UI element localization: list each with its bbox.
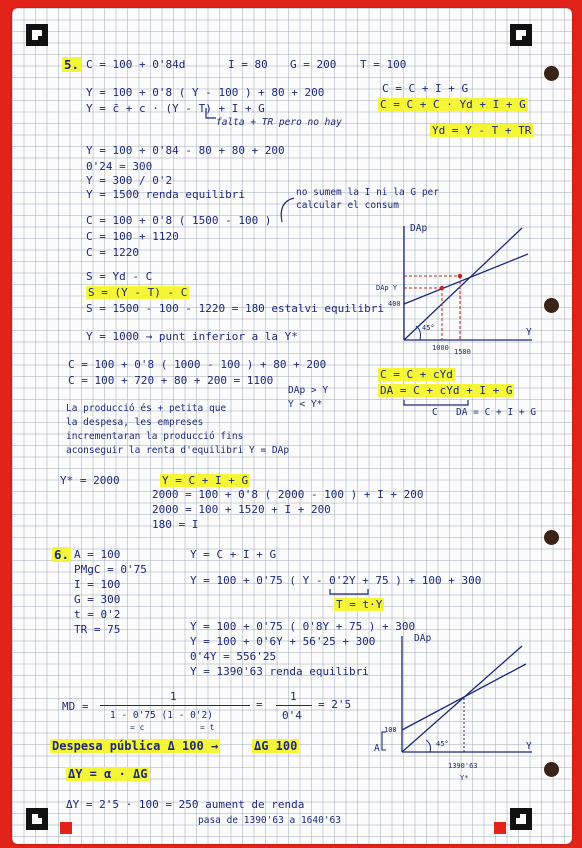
ex5-given-i: I = 80 — [228, 58, 268, 71]
ex6-eq-1: Y = C + I + G — [190, 548, 277, 561]
ex6-eq-4: Y = 100 + 0'6Y + 56'25 + 300 — [190, 635, 376, 648]
ex6-i: I = 100 — [74, 578, 121, 591]
ex6-md-result: = 2'5 — [318, 698, 352, 711]
ex6-graph-angle: 45° — [436, 740, 449, 748]
binder-hole-3 — [544, 530, 559, 545]
ex5-line-7: C = 100 + 0'8 ( 1500 - 100 ) — [86, 214, 272, 227]
ex6-keynesian-cross-graph — [380, 632, 536, 760]
red-square-right — [494, 822, 506, 834]
ex5-c1000-b: C = 100 + 720 + 80 + 200 = 1100 — [68, 374, 274, 387]
ex6-eq-6: Y = 1390'63 renda equilibri — [190, 665, 369, 678]
ex5-graph-angle: 45° — [422, 324, 435, 332]
binder-hole-4 — [544, 762, 559, 777]
ex5-line-5: Y = 300 / 0'2 — [86, 174, 173, 187]
ex5-i-3: 180 = I — [152, 518, 199, 531]
ex6-t-ty: T = t·Y — [336, 598, 383, 611]
ex5-right-c2: C = C + C · Yd + I + G — [380, 98, 526, 111]
ex5-number: 5. — [64, 57, 80, 72]
ex6-md-den: 1 - 0'75 (1 - 0'2) — [110, 710, 213, 721]
ex6-a: A = 100 — [74, 548, 121, 561]
ex6-graph-label-100: 100 — [384, 726, 397, 734]
ex6-pmgc: PMgC = 0'75 — [74, 563, 147, 576]
ex6-eq-3: Y = 100 + 0'75 ( 0'8Y + 75 ) + 300 — [190, 620, 416, 633]
ex5-keynesian-cross-graph — [376, 222, 536, 352]
ex5-box-da: DA = C + I + G — [456, 407, 537, 418]
ex5-consum-arrow — [272, 196, 300, 226]
ex5-right-c: C = C + I + G — [382, 82, 469, 95]
ex5-i-1: 2000 = 100 + 0'8 ( 2000 - 100 ) + I + 200 — [152, 488, 424, 501]
ex5-box-2: DA = C + cYd + I + G — [380, 384, 513, 397]
ex5-note-arrow — [202, 108, 218, 124]
ex5-yd: Yd = Y - T + TR — [432, 124, 532, 137]
ex6-dap-line — [402, 664, 526, 730]
ex5-line-9: C = 1220 — [86, 246, 139, 259]
ex6-dy-2: ΔY = 2'5 · 100 = 250 aument de renda — [66, 798, 305, 811]
ex6-number: 6. — [54, 547, 70, 562]
ex5-line-2: Y = c̄ + c · (Y - T) + I + G — [86, 102, 265, 115]
ex5-graph-label-dap: DAp Y — [376, 284, 398, 292]
ex5-s-2: S = (Y - T) - C — [88, 286, 188, 299]
ex5-given-c: C = 100 + 0'84d — [86, 58, 186, 71]
ex5-dap-2: Y < Y* — [288, 399, 323, 410]
ex5-graph-x2: 1500 — [454, 348, 471, 356]
ex5-box-under: C — [432, 407, 438, 418]
corner-marker-top-left — [26, 24, 48, 46]
ex6-graph-x: 1390'63 — [448, 762, 478, 770]
corner-marker-bottom-right — [510, 808, 532, 830]
ex6-md-fraction-bar-2 — [276, 705, 312, 706]
ex6-graph-axis-y: DAp — [414, 633, 432, 644]
ex6-pasa: pasa de 1390'63 a 1640'63 — [198, 815, 341, 826]
ex5-box-1: C = C + cYd — [380, 368, 453, 381]
ex6-md-den2: 0'4 — [282, 709, 302, 722]
ex6-graph-ystar: Y* — [460, 774, 469, 782]
ex5-para-2: la despesa, les empreses — [66, 417, 204, 428]
ex6-g: G = 300 — [74, 593, 121, 606]
ex6-t-brace — [328, 587, 372, 597]
ex6-eq-2: Y = 100 + 0'75 ( Y - 0'2Y + 75 ) + 100 + 300 — [190, 574, 482, 587]
ex5-dap-1: DAp > Y — [288, 385, 329, 396]
ex5-i-2: 2000 = 100 + 1520 + I + 200 — [152, 503, 331, 516]
ex5-para-3: incrementaran la producció fins — [66, 431, 244, 442]
ex6-md-c: = c — [130, 723, 145, 732]
ex6-md-num: 1 — [170, 690, 177, 703]
ex5-note-missing: falta + TR pero no hay — [216, 117, 342, 128]
ex5-given-t: T = 100 — [360, 58, 407, 71]
ex6-md-num2: 1 — [290, 690, 297, 703]
ex5-graph-axis-x: Y — [526, 327, 532, 338]
ex5-para-1: La producció és + petita que — [66, 403, 227, 414]
binder-hole-1 — [544, 66, 559, 81]
ex5-graph-axis-y: DAp — [410, 223, 428, 234]
red-square-left — [60, 822, 72, 834]
ex5-line-4: 0'24 = 300 — [86, 160, 153, 173]
ex6-md-label: MD = — [62, 700, 89, 713]
ex5-given-g: G = 200 — [290, 58, 337, 71]
ex5-dap-line — [404, 254, 528, 304]
ex5-y1000: Y = 1000 → punt inferior a la Y* — [86, 330, 298, 343]
ex6-eq-5: 0'4Y = 556'25 — [190, 650, 277, 663]
ex5-line-6: Y = 1500 renda equilibri — [86, 188, 245, 201]
ex5-graph-label-400: 400 — [388, 300, 401, 308]
ex6-t: t = 0'2 — [74, 608, 121, 621]
ex5-s-3: S = 1500 - 100 - 1220 = 180 estalvi equilibri — [86, 302, 385, 315]
ex6-md-t: = t — [200, 723, 215, 732]
ex6-45-degree-line — [402, 646, 522, 752]
ex6-dy: ΔY = α · ΔG — [68, 767, 148, 781]
ex6-md-fraction-bar — [100, 705, 250, 706]
ex5-line-1: Y = 100 + 0'8 ( Y - 100 ) + 80 + 200 — [86, 86, 325, 99]
ex5-ystar-eq: Y = C + I + G — [162, 474, 249, 487]
ex5-para-4: aconseguir la renta d'equilibri Y = DAp — [66, 445, 290, 456]
ex5-line-3: Y = 100 + 0'84 - 80 + 80 + 200 — [86, 144, 285, 157]
ex6-tr: TR = 75 — [74, 623, 121, 636]
binder-hole-2 — [544, 298, 559, 313]
ex6-md-eq: = — [256, 698, 263, 711]
ex6-dg: ΔG 100 — [254, 739, 298, 753]
ex5-line-8: C = 100 + 1120 — [86, 230, 179, 243]
ex5-note-consum: no sumem la I ni la G per calcular el consum — [296, 187, 439, 211]
ex5-ystar: Y* = 2000 — [60, 474, 120, 487]
corner-marker-top-right — [510, 24, 532, 46]
ex5-graph-x1: 1000 — [432, 344, 449, 352]
ex6-graph-axis-x: Y — [526, 741, 532, 752]
corner-marker-bottom-left — [26, 808, 48, 830]
ex6-graph-label-a: A — [374, 743, 380, 754]
ex5-s-1: S = Yd - C — [86, 270, 153, 283]
ex6-despesa: Despesa pública Δ 100 → — [52, 739, 219, 753]
ex5-c1000-a: C = 100 + 0'8 ( 1000 - 100 ) + 80 + 200 — [68, 358, 327, 371]
